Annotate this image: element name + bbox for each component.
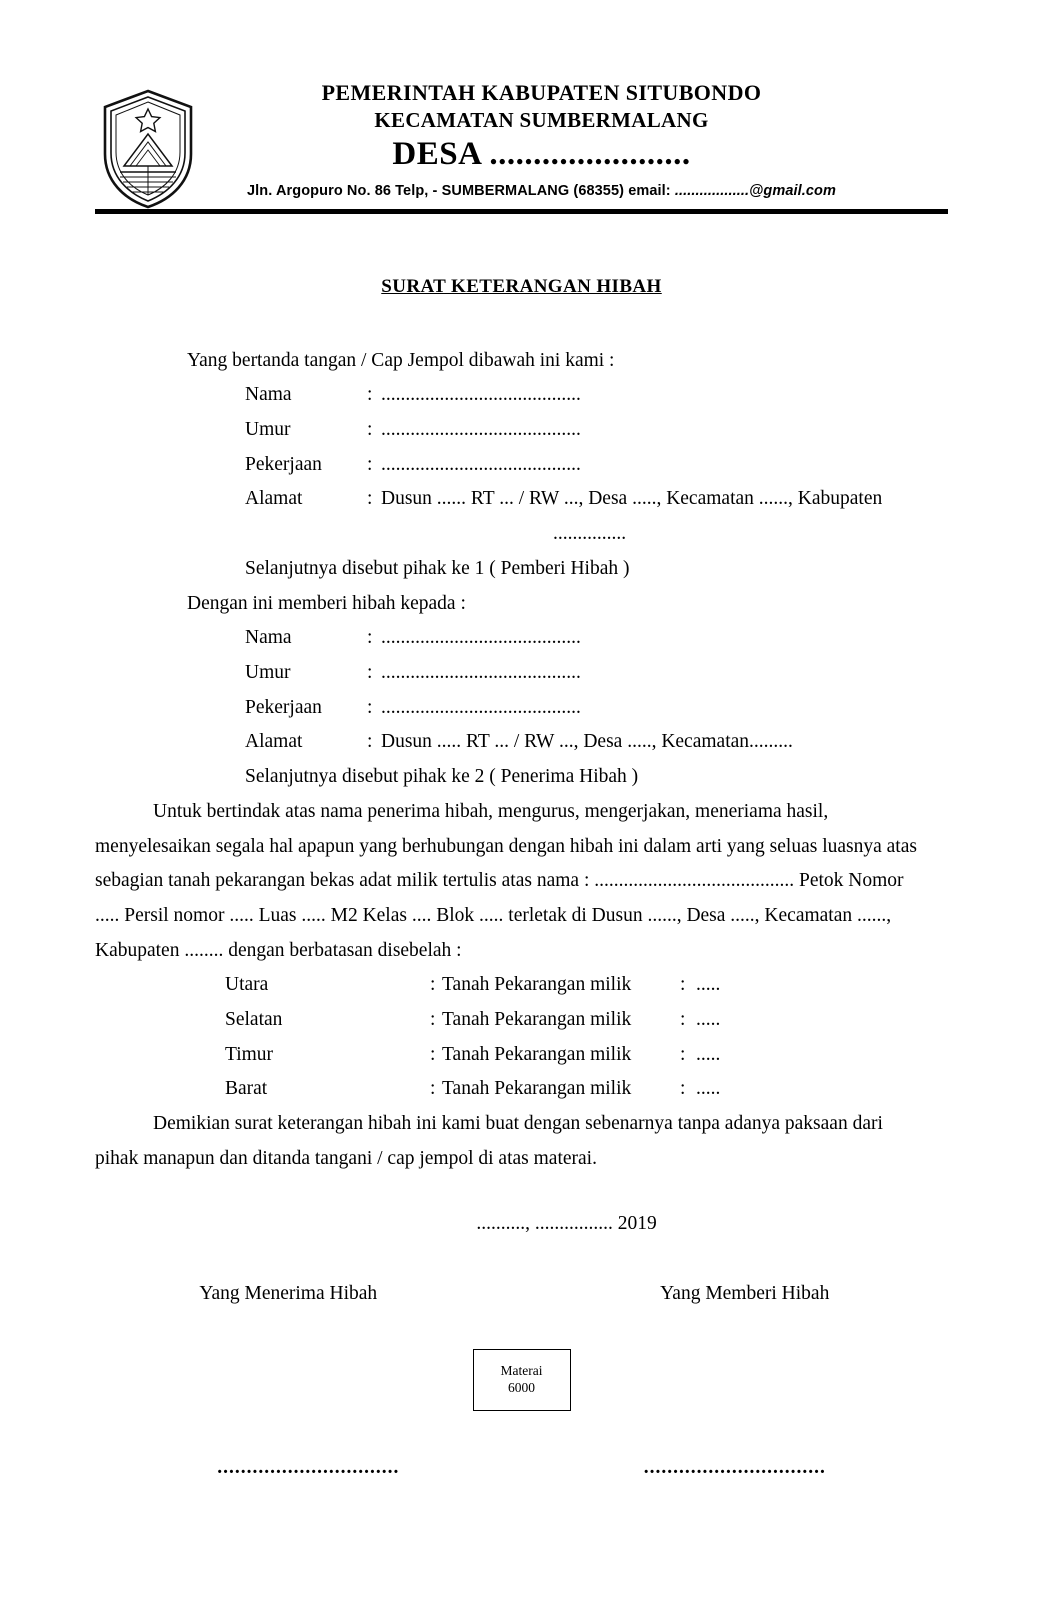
border-row [95, 1038, 948, 1073]
border-value: ..... [696, 1043, 721, 1065]
border-value: ..... [696, 1078, 721, 1100]
intro-line: Yang bertanda tangan / Cap Jempol dibawah ini kami : [187, 349, 615, 371]
field-label: Alamat [245, 488, 303, 510]
address-email: ..................@gmail.com [674, 182, 837, 199]
border-description: Tanah Pekarangan milik [442, 1043, 632, 1065]
regional-emblem-icon [100, 88, 196, 210]
page-title: SURAT KETERANGAN HIBAH [381, 275, 662, 297]
government-line: PEMERINTAH KABUPATEN SITUBONDO [321, 80, 762, 105]
field-label: Nama [245, 384, 292, 406]
border-colon-2: : [680, 1043, 686, 1065]
border-direction: Barat [225, 1078, 268, 1100]
signature-names [95, 1457, 948, 1479]
letterhead [95, 80, 948, 214]
field-label: Nama [245, 627, 292, 649]
header-divider [95, 209, 948, 214]
field-row [95, 621, 948, 656]
bridge-line: Dengan ini memberi hibah kepada : [187, 592, 466, 614]
border-colon: : [430, 1043, 436, 1065]
paragraph-line: Kabupaten ........ dengan berbatasan disebelah : [95, 939, 462, 961]
field-label: Alamat [245, 731, 303, 753]
letterhead-text [95, 80, 948, 199]
signature-left-title: Yang Menerima Hibah [199, 1282, 378, 1304]
field-value: ......................................... [381, 453, 581, 475]
field-value: ......................................... [381, 696, 581, 718]
border-direction: Selatan [225, 1009, 283, 1031]
border-direction: Utara [225, 974, 269, 996]
address-line [135, 183, 948, 199]
field-value: Dusun ..... RT ... / RW ..., Desa ....., Kecamatan......... [381, 731, 793, 753]
border-colon: : [430, 974, 436, 996]
field-row [95, 656, 948, 691]
field-value: Dusun ...... RT ... / RW ..., Desa ....., Kecamatan ......, Kabupaten [381, 488, 883, 510]
district-line: KECAMATAN SUMBERMALANG [374, 107, 709, 132]
field-value: ......................................... [381, 384, 581, 406]
signature-left-name: ............................... [217, 1456, 400, 1478]
field-value-continued: ............... [553, 523, 627, 545]
border-colon: : [430, 1078, 436, 1100]
border-description: Tanah Pekarangan milik [442, 1009, 632, 1031]
field-value: ......................................... [381, 627, 581, 649]
field-label: Umur [245, 662, 291, 683]
field-label: Pekerjaan [245, 453, 322, 475]
field-row [95, 413, 948, 448]
border-description: Tanah Pekarangan milik [442, 1078, 632, 1100]
village-line: DESA ....................... [392, 136, 691, 173]
stamp-value: 6000 [508, 1379, 535, 1395]
field-separator: : [367, 453, 373, 475]
party2-note: Selanjutnya disebut pihak ke 2 ( Penerima Hibah ) [245, 766, 639, 788]
field-row [95, 448, 948, 483]
border-row [95, 968, 948, 1003]
field-separator: : [367, 731, 373, 753]
border-description: Tanah Pekarangan milik [442, 974, 632, 996]
signature-titles [95, 1283, 948, 1305]
field-row [95, 482, 948, 551]
border-colon-2: : [680, 1078, 686, 1100]
stamp-label: Materai [500, 1362, 543, 1378]
paragraph-line: Untuk bertindak atas nama penerima hibah, mengurus, mengerjakan, meneriama hasil, [153, 800, 829, 822]
field-label: Umur [245, 419, 291, 441]
field-separator: : [367, 419, 373, 441]
field-label: Pekerjaan [245, 696, 322, 718]
field-value-wrapper [381, 482, 948, 551]
field-separator: : [367, 662, 373, 683]
date-line: .........., ................ 2019 [476, 1212, 657, 1234]
field-separator: : [367, 627, 373, 649]
signature-right-title: Yang Memberi Hibah [660, 1282, 830, 1304]
address-plain: Jln. Argopuro No. 86 Telp, - SUMBERMALANG (68355) email: [246, 182, 675, 199]
paragraph-line: pihak manapun dan ditanda tangani / cap jempol di atas materai. [95, 1147, 597, 1169]
border-value: ..... [696, 974, 721, 996]
border-row [95, 1003, 948, 1038]
field-row [95, 725, 948, 760]
border-row [95, 1072, 948, 1107]
paragraph-line: ..... Persil nomor ..... Luas ..... M2 Kelas .... Blok ..... terletak di Dusun ......, Desa ....., Kecamatan ......, [95, 904, 892, 926]
field-separator: : [367, 696, 373, 718]
border-colon-2: : [680, 1009, 686, 1031]
paragraph-line: menyelesaikan segala hal apapun yang berhubungan dengan hibah ini dalam arti yang seluas luasnya atas [95, 835, 917, 857]
party1-note: Selanjutnya disebut pihak ke 1 ( Pemberi Hibah ) [245, 557, 630, 579]
document-body [95, 344, 948, 1177]
paragraph-line: Demikian surat keterangan hibah ini kami buat dengan sebenarnya tanpa adanya paksaan dari [153, 1113, 883, 1135]
border-colon-2: : [680, 974, 686, 996]
field-row [95, 378, 948, 413]
border-colon: : [430, 1009, 436, 1031]
field-separator: : [367, 384, 373, 406]
stamp-duty-box [473, 1349, 571, 1411]
field-value: ......................................... [381, 662, 581, 683]
signature-right-name: ............................... [643, 1456, 826, 1478]
paragraph-line: sebagian tanah pekarangan bekas adat milik tertulis atas nama : ......................................... Petok Nomor [95, 870, 904, 892]
border-value: ..... [696, 1009, 721, 1031]
field-value: ......................................... [381, 419, 581, 441]
field-separator: : [367, 488, 373, 510]
border-direction: Timur [225, 1043, 274, 1065]
field-row [95, 691, 948, 726]
